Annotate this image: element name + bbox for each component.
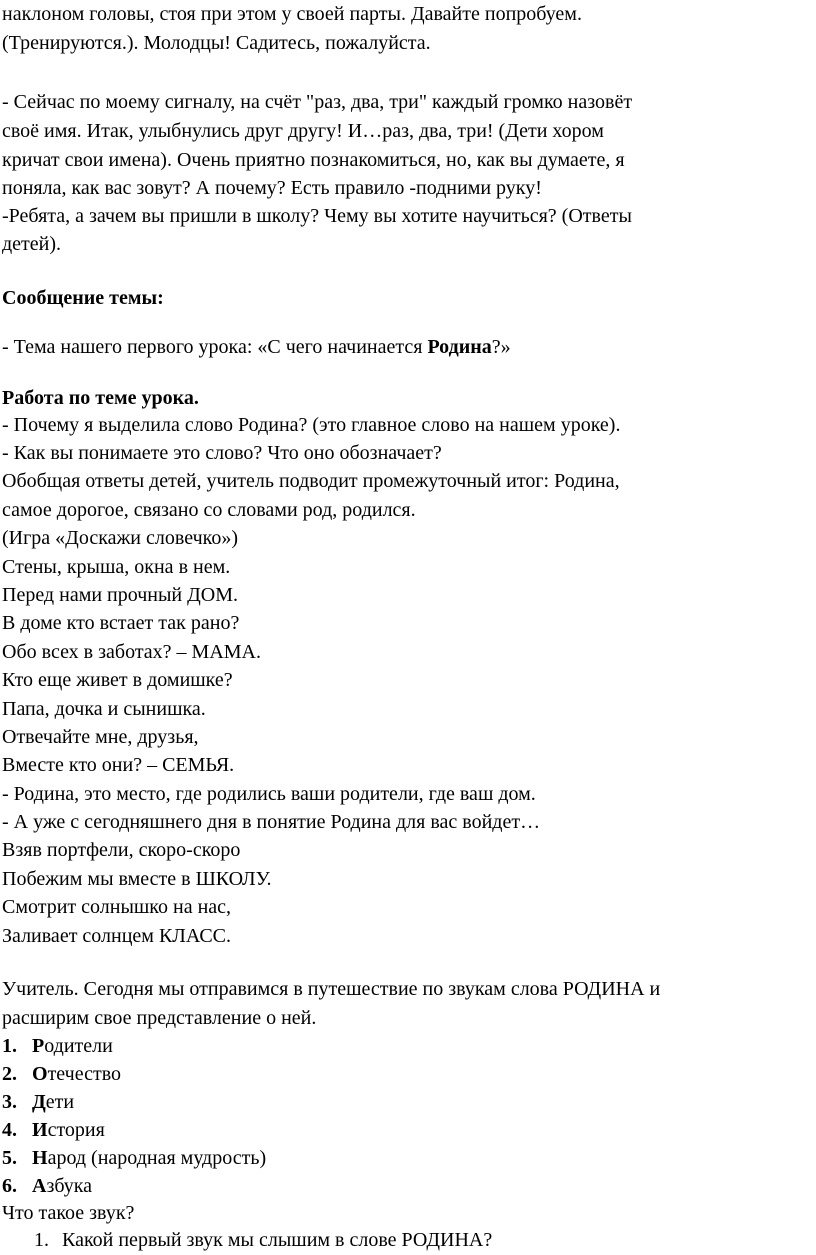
paragraph-line: своё имя. Итак, улыбнулись друг другу! И…раз, два, три! (Дети хором: [2, 120, 604, 142]
word-rest: течество: [47, 1063, 122, 1085]
teacher-line: Учитель. Сегодня мы отправимся в путешествие по звукам слова РОДИНА и: [2, 978, 661, 1000]
list-number: 2.: [2, 1063, 17, 1085]
paragraph-line: - Сейчас по моему сигналу, на счёт "раз, два, три" каждый громко назовёт: [2, 91, 633, 113]
work-line: (Игра «Доскажи словечко»): [2, 527, 238, 549]
letter-list-item: [2, 1116, 105, 1144]
poem-line: Кто еще живет в домишке?: [2, 669, 233, 691]
sub-question-text: Какой первый звук мы слышим в слове РОДИНА?: [62, 1229, 493, 1251]
work-line: самое дорогое, связано со словами род, родился.: [2, 499, 416, 521]
teacher-line: расширим свое представление о ней.: [2, 1007, 317, 1029]
topic-text-after: ?»: [491, 336, 511, 358]
poem-line: Вместе кто они? – СЕМЬЯ.: [2, 754, 235, 776]
poem-line: Обо всех в заботах? – МАМА.: [2, 641, 262, 663]
work-line: - А уже с сегодняшнего дня в понятие Родина для вас войдет…: [2, 811, 541, 833]
word-rest: ети: [45, 1091, 75, 1113]
paragraph-line: -Ребята, а зачем вы пришли в школу? Чему вы хотите научиться? (Ответы: [2, 205, 632, 227]
first-letter: Н: [32, 1147, 48, 1169]
letter-list-item: [2, 1144, 266, 1172]
letter-list-item: [2, 1172, 92, 1200]
first-letter: И: [32, 1119, 48, 1141]
topic-line: [2, 333, 511, 361]
word-rest: збука: [46, 1175, 93, 1197]
question-line: Что такое звук?: [2, 1202, 135, 1224]
list-number: 6.: [2, 1175, 17, 1197]
poem-line: Стены, крыша, окна в нем.: [2, 556, 231, 578]
first-letter: О: [32, 1063, 48, 1085]
poem-line: Взяв портфели, скоро-скоро: [2, 839, 241, 861]
word-rest: стория: [47, 1119, 105, 1141]
poem-line: Заливает солнцем КЛАСС.: [2, 925, 231, 947]
work-line: - Почему я выделила слово Родина? (это главное слово на нашем уроке).: [2, 414, 621, 436]
work-line: - Родина, это место, где родились ваши родители, где ваш дом.: [2, 783, 536, 805]
word-rest: арод (народная мудрость): [47, 1147, 267, 1169]
poem-line: Перед нами прочный ДОМ.: [2, 584, 239, 606]
paragraph-line: детей).: [2, 233, 62, 255]
poem-line: Отвечайте мне, друзья,: [2, 726, 199, 748]
first-letter: А: [32, 1175, 47, 1197]
topic-text-before: - Тема нашего первого урока: «С чего начинается: [2, 336, 428, 358]
poem-line: Побежим мы вместе в ШКОЛУ.: [2, 868, 272, 890]
list-number: 4.: [2, 1119, 17, 1141]
work-line: Обобщая ответы детей, учитель подводит промежуточный итог: Родина,: [2, 470, 620, 492]
section-heading-topic: Сообщение темы:: [2, 287, 164, 309]
poem-line: В доме кто встает так рано?: [2, 612, 240, 634]
paragraph-line: поняла, как вас зовут? А почему? Есть правило -подними руку!: [2, 177, 542, 199]
poem-line: Папа, дочка и сынишка.: [2, 698, 206, 720]
paragraph-line: (Тренируются.). Молодцы! Садитесь, пожалуйста.: [2, 32, 431, 54]
sub-question: [34, 1226, 492, 1254]
first-letter: Р: [32, 1035, 45, 1057]
list-number: 1.: [2, 1035, 17, 1057]
sub-question-number: 1.: [34, 1229, 49, 1251]
work-line: - Как вы понимаете это слово? Что оно обозначает?: [2, 442, 442, 464]
letter-list-item: [2, 1060, 121, 1088]
poem-line: Смотрит солнышко на нас,: [2, 896, 232, 918]
paragraph-line: наклоном головы, стоя при этом у своей парты. Давайте попробуем.: [2, 3, 582, 25]
letter-list-item: [2, 1032, 113, 1060]
list-number: 3.: [2, 1091, 17, 1113]
first-letter: Д: [32, 1091, 46, 1113]
topic-keyword: Родина: [427, 336, 492, 358]
list-number: 5.: [2, 1147, 17, 1169]
paragraph-line: кричат свои имена). Очень приятно познакомиться, но, как вы думаете, я: [2, 149, 625, 171]
letter-list-item: [2, 1088, 74, 1116]
word-rest: одители: [44, 1035, 113, 1057]
section-heading-work: Работа по теме урока.: [2, 387, 199, 409]
